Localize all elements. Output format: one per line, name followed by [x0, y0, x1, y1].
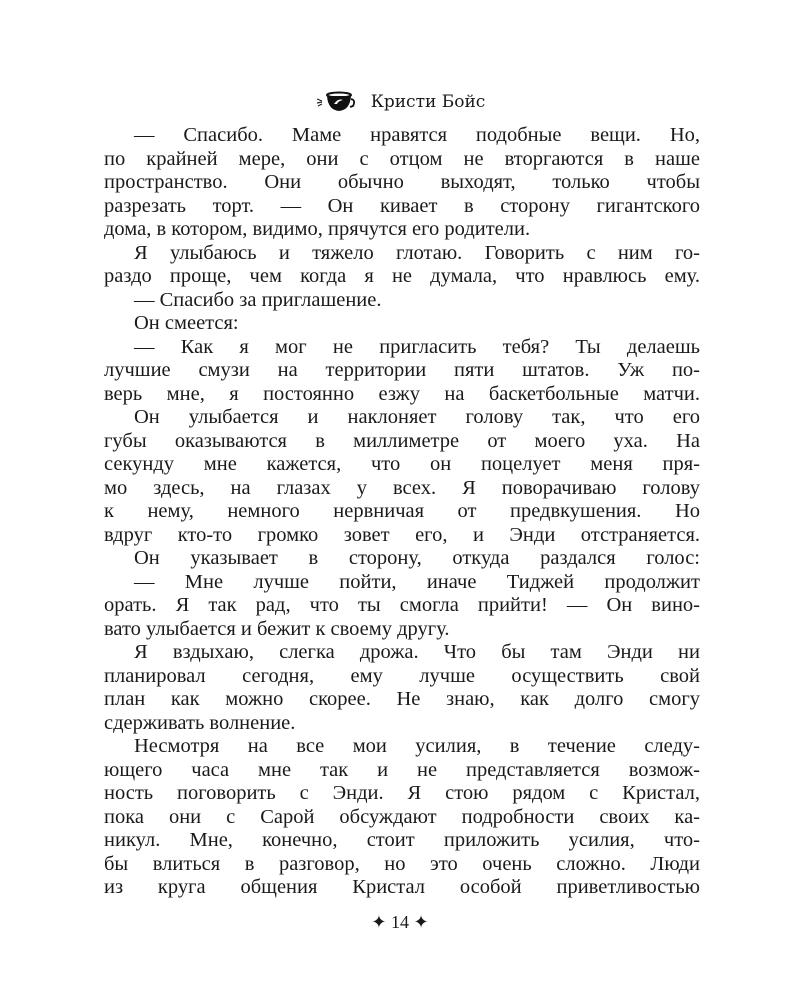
text-line: сдерживать волнение. — [104, 711, 296, 734]
text-line: раздо проще, чем когда я не думала, что нравлюсь ему. — [104, 265, 700, 287]
text-line: Он улыбается и наклоняет голову так, что его — [134, 406, 700, 428]
text-line: верь мне, я постоянно езжу на баскетбольные матчи. — [104, 382, 700, 405]
text-line: из круга общения Кристал особой приветливостью — [104, 876, 700, 898]
text-line: Я улыбаюсь и тяжело глотаю. Говорить с ним го- — [134, 241, 700, 264]
text-line: план как можно скорее. Не знаю, как долго смогу — [104, 688, 700, 710]
text-line: по крайней мере, они с отцом не вторгаются в наше — [104, 147, 700, 170]
text-line: секунду мне кажется, что он поцелует меня пря- — [104, 453, 700, 475]
text-line: лучшие смузи на территории пяти штатов. Уж по- — [104, 359, 700, 381]
text-line: — Спасибо. Маме нравятся подобные вещи. Но, — [134, 124, 700, 146]
text-line: разрезать торт. — Он кивает в сторону гигантского — [104, 194, 700, 217]
page-body-text — [104, 124, 700, 900]
text-line: Он указывает в сторону, откуда раздался голос: — [134, 547, 700, 569]
text-line: мо здесь, на глазах у всех. Я поворачиваю голову — [104, 476, 700, 499]
text-line: — Спасибо за приглашение. — [134, 288, 382, 311]
running-header — [0, 90, 800, 114]
text-line: бы влиться в разговор, но это очень сложно. Люди — [104, 852, 700, 875]
text-line: пока они с Сарой обсуждают подробности своих ка- — [104, 805, 700, 828]
text-line: дома, в котором, видимо, прячутся его родители. — [104, 218, 531, 240]
text-line: ющего часа мне так и не представляется возмож- — [104, 758, 700, 781]
teacup-icon — [315, 90, 357, 114]
text-line: Я вздыхаю, слегка дрожа. Что бы там Энди ни — [134, 641, 700, 663]
text-line: Он смеется: — [134, 312, 239, 334]
text-line: вато улыбается и бежит к своему другу. — [104, 617, 450, 640]
text-line: вдруг кто-то громко зовет его, и Энди отстраняется. — [104, 523, 700, 546]
text-line: никул. Мне, конечно, стоит приложить усилия, что- — [104, 829, 700, 851]
text-line: орать. Я так рад, что ты смогла прийти! — Он вино- — [104, 594, 700, 616]
text-line: губы оказываются в миллиметре от моего уха. На — [104, 429, 700, 452]
text-line: пространство. Они обычно выходят, только чтобы — [104, 171, 700, 193]
page-number: ✦ 14 ✦ — [371, 912, 429, 932]
text-line: планировал сегодня, ему лучше осуществить свой — [104, 664, 700, 687]
text-line: — Как я мог не пригласить тебя? Ты делаешь — [134, 335, 700, 358]
text-line: Несмотря на все мои усилия, в течение следу- — [134, 735, 700, 757]
text-line: к нему, немного нервничая от предвкушения. Но — [104, 500, 700, 522]
author-name: Кристи Бойс — [370, 92, 486, 112]
text-line: — Мне лучше пойти, иначе Тиджей продолжит — [134, 570, 700, 593]
text-line: ность поговорить с Энди. Я стою рядом с Кристал, — [104, 782, 700, 804]
